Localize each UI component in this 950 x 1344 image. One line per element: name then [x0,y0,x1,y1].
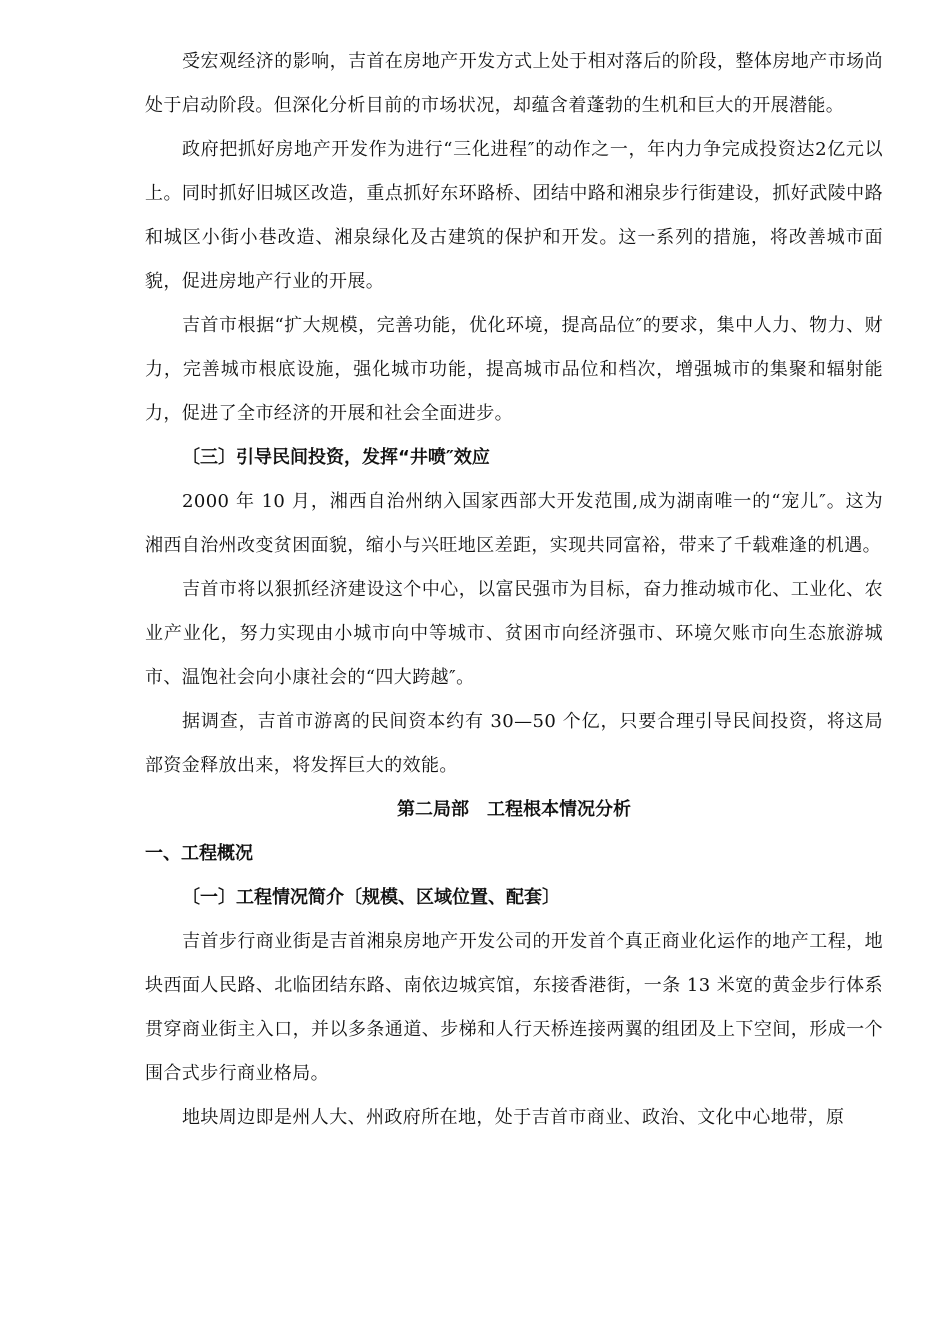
paragraph: 受宏观经济的影响，吉首在房地产开发方式上处于相对落后的阶段，整体房地产市场尚处于启动阶段。但深化分析目前的市场状况，却蕴含着蓬勃的生机和巨大的开展潜能。 [145,51,883,116]
paragraph: 地块周边即是州人大、州政府所在地，处于吉首市商业、政治、文化中心地带，原 [182,1107,845,1128]
paragraph: 吉首步行商业街是吉首湘泉房地产开发公司的开发首个真正商业化运作的地产工程，地块西面人民路、北临团结东路、南依边城宾馆，东接香港街，一条 13 米宽的黄金步行体系贯穿商业街主入口，并以多条通道、步梯和人行天桥连接两翼的组团及上下空间，形成一个围合式步行商业格局。 [145,931,883,1084]
paragraph: 据调查，吉首市游离的民间资本约有 30—50 个亿，只要合理引导民间投资，将这局部资金释放出来，将发挥巨大的效能。 [145,711,883,776]
document-body [145,40,883,1140]
part-title: 第二局部 工程根本情况分析 [397,799,631,820]
paragraph: 政府把抓好房地产开发作为进行“三化进程″的动作之一，年内力争完成投资达2亿元以上。同时抓好旧城区改造，重点抓好东环路桥、团结中路和湘泉步行街建设，抓好武陵中路和城区小街小巷改造、湘泉绿化及古建筑的保护和开发。这一系列的措施，将改善城市面貌，促进房地产行业的开展。 [145,139,883,292]
subheading-three: 〔三〕引导民间投资，发挥“井喷″效应 [182,447,490,468]
section-title: 一、工程概况 [145,843,253,864]
paragraph: 吉首市根据“扩大规模，完善功能，优化环境，提高品位″的要求，集中人力、物力、财力，完善城市根底设施，强化城市功能，提高城市品位和档次，增强城市的集聚和辐射能力，促进了全市经济的开展和社会全面进步。 [145,315,883,424]
paragraph: 吉首市将以狠抓经济建设这个中心，以富民强市为目标，奋力推动城市化、工业化、农业产业化，努力实现由小城市向中等城市、贫困市向经济强市、环境欠账市向生态旅游城市、温饱社会向小康社会的“四大跨越″。 [145,579,883,688]
subsection-title: 〔一〕工程情况简介〔规模、区域位置、配套〕 [182,887,560,908]
paragraph: 2000 年 10 月，湘西自治州纳入国家西部大开发范围,成为湖南唯一的“宠儿″。这为湘西自治州改变贫困面貌，缩小与兴旺地区差距，实现共同富裕，带来了千载难逢的机遇。 [145,491,883,556]
